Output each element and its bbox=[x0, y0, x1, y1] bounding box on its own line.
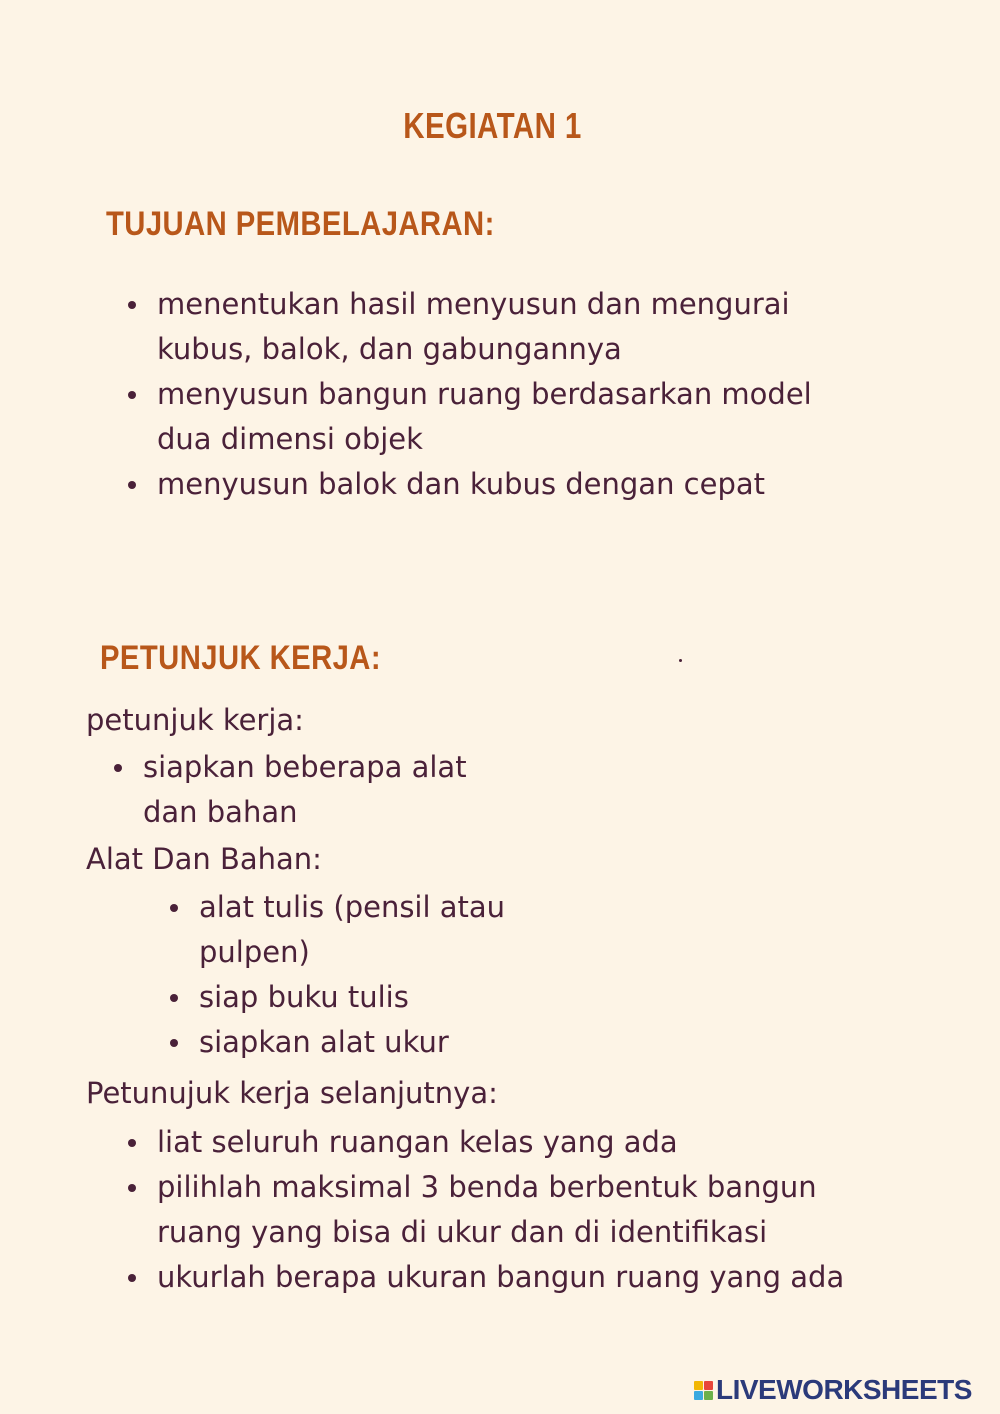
selanjutnya-label: Petunujuk kerja selanjutnya: bbox=[86, 1076, 498, 1110]
page-title: KEGIATAN 1 bbox=[403, 105, 582, 146]
petunjuk-heading: PETUNJUK KERJA: bbox=[100, 639, 382, 677]
list-item: alat tulis (pensil atau pulpen) bbox=[199, 885, 529, 975]
logo-square bbox=[704, 1381, 713, 1390]
lanjut-list bbox=[157, 1120, 857, 1300]
logo-square bbox=[694, 1391, 703, 1400]
stray-dot bbox=[679, 659, 682, 662]
list-item: menentukan hasil menyusun dan mengurai kubus, balok, dan gabungannya bbox=[157, 282, 847, 372]
list-item: menyusun balok dan kubus dengan cepat bbox=[157, 462, 847, 507]
list-item: ukurlah berapa ukuran bangun ruang yang ada bbox=[157, 1255, 857, 1300]
logo-square bbox=[704, 1391, 713, 1400]
brand-text: LIVEWORKSHEETS bbox=[716, 1374, 972, 1405]
tujuan-heading: TUJUAN PEMBELAJARAN: bbox=[106, 205, 495, 243]
list-item: menyusun bangun ruang berdasarkan model dua dimensi objek bbox=[157, 372, 847, 462]
petunjuk-kerja-label: petunjuk kerja: bbox=[86, 703, 304, 737]
alat-bahan-label: Alat Dan Bahan: bbox=[86, 842, 322, 876]
logo-square bbox=[694, 1381, 703, 1390]
list-item: siapkan alat ukur bbox=[199, 1020, 529, 1065]
liveworksheets-logo-icon bbox=[694, 1381, 713, 1400]
alat-list bbox=[199, 885, 529, 1065]
list-item: pilihlah maksimal 3 benda berbentuk bangun ruang yang bisa di ukur dan di identifikasi bbox=[157, 1165, 857, 1255]
kerja-list bbox=[143, 745, 503, 835]
list-item: siap buku tulis bbox=[199, 975, 529, 1020]
tujuan-list bbox=[157, 282, 847, 507]
list-item: siapkan beberapa alat dan bahan bbox=[143, 745, 503, 835]
list-item: liat seluruh ruangan kelas yang ada bbox=[157, 1120, 857, 1165]
liveworksheets-watermark[interactable] bbox=[694, 1375, 972, 1405]
